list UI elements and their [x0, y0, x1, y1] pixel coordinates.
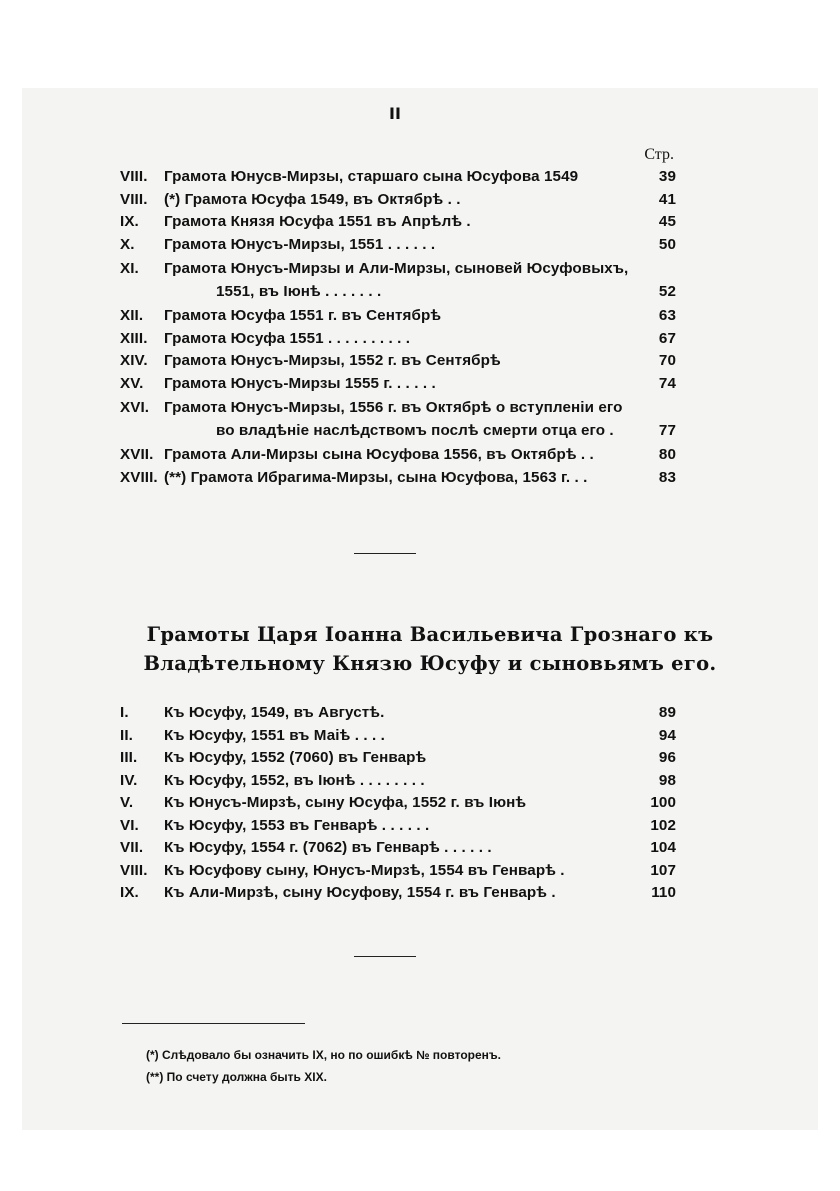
entry-title: Грамота Юсуфа 1551 . . . . . . . . . . [164, 329, 411, 347]
toc-entry [120, 770, 676, 793]
entry-number: V. [120, 794, 134, 811]
entry-title: Къ Юсуфу, 1553 въ Генварѣ . . . . . . [164, 816, 430, 834]
entry-number: XVII. [120, 446, 154, 463]
footnote: (**) По счету должна быть XIX. [146, 1070, 327, 1084]
toc-entry [120, 328, 676, 351]
entry-number: XVI. [120, 399, 150, 416]
toc-entry [120, 189, 676, 212]
entry-number: IX. [120, 884, 139, 901]
page-column-label: Стр. [644, 146, 674, 163]
toc-entry [120, 467, 676, 490]
section-heading-line-1: Грамоты Царя Іоанна Васильевича Грознаго къ [146, 623, 714, 646]
entry-number: III. [120, 749, 138, 766]
entry-page: 98 [658, 771, 676, 789]
entry-page: 52 [658, 282, 676, 300]
section-divider-bottom [354, 956, 416, 957]
entry-title: Къ Юсуфову сыну, Юнусъ-Мирзѣ, 1554 въ Генварѣ . [164, 861, 565, 879]
entry-number: XVIII. [120, 468, 158, 486]
entry-title: Къ Юсуфу, 1552 (7060) въ Генварѣ [164, 749, 427, 766]
entry-title: Грамота Юнусъ-Мирзы 1555 г. . . . . . [164, 374, 436, 392]
toc-entry [120, 725, 676, 748]
entry-number: XV. [120, 374, 144, 392]
toc-entry [120, 792, 676, 815]
entry-number: VIII. [120, 168, 148, 185]
section-divider [354, 553, 416, 554]
footnotes [146, 1044, 501, 1088]
section-heading-line-2: Владѣтельному Князю Юсуфу и сыновьямъ его. [143, 652, 717, 675]
entry-page: 83 [658, 468, 676, 486]
toc-entry [120, 234, 676, 257]
contents-list-1 [120, 166, 676, 489]
entry-page: 104 [650, 839, 676, 856]
entry-title: Грамота Али-Мирзы сына Юсуфова 1556, въ Октябрѣ . . [164, 446, 594, 463]
entry-number: X. [120, 235, 135, 253]
entry-page: 107 [650, 861, 676, 879]
entry-number: IV. [120, 771, 138, 789]
entry-page: 74 [658, 374, 676, 392]
entry-number: VII. [120, 839, 144, 856]
entry-title: Грамота Юнусъ-Мирзы, 1551 . . . . . . [164, 235, 436, 253]
toc-entry [120, 882, 676, 905]
entry-number: VIII. [120, 190, 148, 208]
toc-entry [120, 444, 676, 467]
contents-list-2 [120, 702, 676, 905]
entry-page: 77 [658, 421, 676, 439]
toc-entry [120, 350, 676, 373]
page-number: II [389, 104, 401, 123]
entry-number: IX. [120, 213, 139, 230]
entry-page: 41 [658, 190, 676, 208]
footnote: (*) Слѣдовало бы означить IX, но по ошибкѣ № повторенъ. [146, 1048, 501, 1062]
entry-page: 80 [658, 446, 676, 463]
entry-page: 102 [650, 816, 676, 834]
toc-entry [120, 837, 676, 860]
entry-number: VIII. [120, 861, 148, 879]
entry-page: 100 [650, 794, 676, 811]
entry-page: 70 [658, 352, 676, 369]
entry-title: Къ Юсуфу, 1549, въ Августѣ. [164, 704, 385, 721]
toc-entry [120, 860, 676, 883]
entry-title: Къ Юсуфу, 1552, въ Іюнѣ . . . . . . . . [164, 771, 425, 789]
entry-number: XIII. [120, 329, 148, 347]
entry-page: 50 [658, 235, 676, 253]
entry-title: Грамота Князя Юсуфа 1551 въ Апрѣлѣ . [164, 213, 471, 230]
entry-title: Грамота Юсуфа 1551 г. въ Сентябрѣ [164, 307, 442, 324]
entry-title: Къ Юсуфу, 1554 г. (7062) въ Генварѣ . . . . . . [164, 839, 492, 856]
entry-number: XIV. [120, 352, 148, 369]
entry-page: 94 [658, 726, 676, 744]
toc-entry [120, 211, 676, 234]
entry-title: Грамота Юнусв-Мирзы, старшаго сына Юсуфова 1549 [164, 168, 579, 185]
entry-title: Грамота Юнусъ-Мирзы, 1552 г. въ Сентябрѣ [164, 352, 501, 369]
entry-page: 96 [658, 749, 676, 766]
toc-entry [120, 166, 676, 189]
entry-title: Къ Юнусъ-Мирзѣ, сыну Юсуфа, 1552 г. въ Іюнѣ [164, 794, 527, 811]
entry-title-continuation: 1551, въ Іюнѣ . . . . . . . [216, 282, 382, 300]
entry-title-continuation: во владѣніе наслѣдствомъ послѣ смерти отца его . [216, 421, 614, 439]
toc-entry [120, 702, 676, 725]
toc-entry [120, 258, 676, 303]
entry-title: Грамота Юнусъ-Мирзы, 1556 г. въ Октябрѣ о вступленіи его [164, 399, 623, 416]
entry-page: 110 [651, 884, 676, 901]
entry-number: II. [120, 726, 133, 744]
entry-number: VI. [120, 816, 139, 834]
entry-title: Грамота Юнусъ-Мирзы и Али-Мирзы, сыновей Юсуфовыхъ, [164, 260, 629, 277]
entry-page: 89 [658, 704, 676, 721]
entry-title: Къ Али-Мирзѣ, сыну Юсуфову, 1554 г. въ Генварѣ . [164, 884, 556, 901]
entry-number: I. [120, 704, 129, 721]
toc-entry [120, 397, 676, 442]
entry-page: 39 [658, 168, 676, 185]
footnote-rule [122, 1023, 305, 1024]
entry-number: XII. [120, 307, 144, 324]
entry-page: 67 [658, 329, 676, 347]
entry-number: XI. [120, 260, 139, 277]
entry-page: 45 [658, 213, 676, 230]
toc-entry [120, 747, 676, 770]
toc-entry [120, 305, 676, 328]
entry-title: Къ Юсуфу, 1551 въ Маіѣ . . . . [164, 726, 385, 744]
entry-title: (*) Грамота Юсуфа 1549, въ Октябрѣ . . [164, 190, 461, 208]
entry-page: 63 [658, 307, 676, 324]
toc-entry [120, 373, 676, 396]
toc-entry [120, 815, 676, 838]
entry-title: (**) Грамота Ибрагима-Мирзы, сына Юсуфова, 1563 г. . . [164, 468, 588, 486]
